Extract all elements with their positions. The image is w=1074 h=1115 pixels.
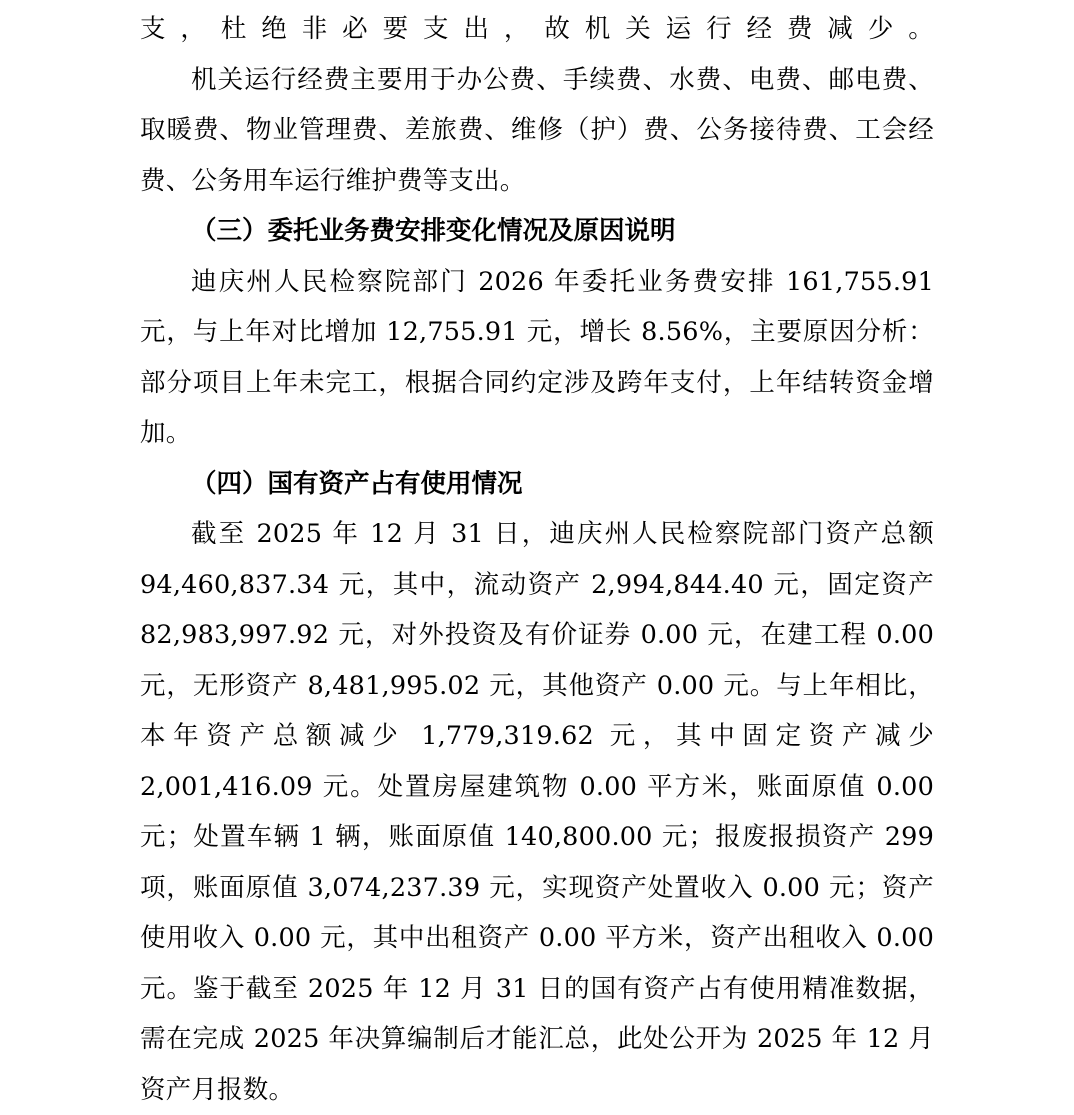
paragraph-operating-expense-detail: 机关运行经费主要用于办公费、手续费、水费、电费、邮电费、取暖费、物业管理费、差旅费、维修（护）费、公务接待费、工会经费、公务用车运行维护费等支出。 <box>140 64 934 196</box>
heading-section-three: （三）委托业务费安排变化情况及原因说明 <box>191 216 676 246</box>
heading-section-four: （四）国有资产占有使用情况 <box>191 468 523 499</box>
paragraph-state-assets: 截至 2025 年 12 月 31 日，迪庆州人民检察院部门资产总额 94,460,837.34 元，其中，流动资产 2,994,844.40 元，固定资产 82,983,997.92 元，对外投资及有价证券 0.00 元，在建工程 0.00 元，无形资产 8,481,995.02 元，其他资产 0.00 元。与上年相比，本年资产总额减少 1,779,319.62 元，其中固定资产减少 2,001,416.09 元。处置房屋建筑物 0.00 平方米，账面原值 0.00 元；处置车辆 1 辆，账面原值 140,800.00 元；报废报损资产 299 项，账面原值 3,074,237.39 元，实现资产处置收入 0.00 元；资产使用收入 0.00 元，其中出租资产 0.00 平方米，资产出租收入 0.00 元。鉴于截至 2025 年 12 月 31 日的国有资产占有使用精准数据，需在完成 2025 年决算编制后才能汇总，此处公开为 2025 年 12 月资产月报数。 <box>140 519 934 1105</box>
document-body <box>140 0 934 1115</box>
paragraph-continued: 支，杜绝非必要支出，故机关运行经费减少。 <box>140 14 934 44</box>
paragraph-entrusted-business-fee: 迪庆州人民检察院部门 2026 年委托业务费安排 161,755.91 元，与上年对比增加 12,755.91 元，增长 8.56%，主要原因分析：部分项目上年未完工，根据合同约定涉及跨年支付，上年结转资金增加。 <box>140 266 934 448</box>
